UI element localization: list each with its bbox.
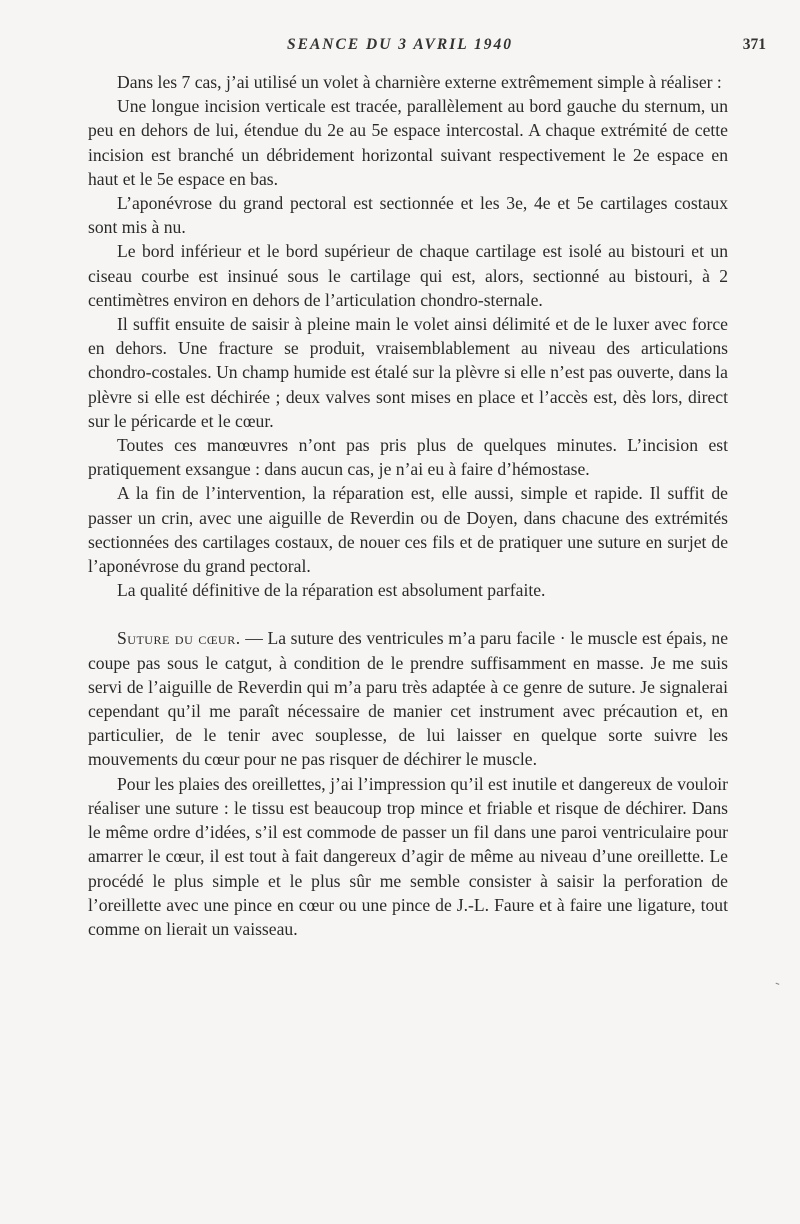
- section-paragraph-text: La suture des ventricules m’a paru facile · le muscle est épais, ne coupe pas sous le catgut, à condition de le prendre suffisamment en masse. Je me suis servi de l’aiguille de Reverdin qui m’a paru très adaptée à ce genre de suture. Je signalerai cependant qu’il me paraît nécessaire de manier cet instrument avec précaution et, en particulier, de le tenir avec souplesse, de lui laisser en quelque sorte suivre les mouvements du cœur pour ne pas risquer de déchirer le muscle.: [88, 628, 728, 770]
- page-number: 371: [742, 36, 766, 53]
- paragraph: Dans les 7 cas, j’ai utilisé un volet à charnière externe extrêmement simple à réaliser :: [117, 72, 722, 92]
- paragraph: Il suffit ensuite de saisir à pleine main le volet ainsi délimité et de le luxer avec force en dehors. Une fracture se produit, vraisemblablement au niveau des articulations chondro-costales. Un champ humide est étalé sur la plèvre si elle n’est pas ouverte, dans la plèvre si elle est déchirée ; deux valves sont mises en place et l’accès est, dès lors, direct sur le péricarde et le cœur.: [88, 314, 728, 431]
- paragraph: Le bord inférieur et le bord supérieur de chaque cartilage est isolé au bistouri et un ciseau courbe est insinué sous le cartilage qui est, alors, sectionné au bistouri, à 2 centimètres environ en dehors de l’articulation chondro-sternale.: [88, 241, 728, 310]
- paragraph: A la fin de l’intervention, la réparation est, elle aussi, simple et rapide. Il suffit de passer un crin, avec une aiguille de Reverdin ou de Doyen, dans chacune des extrémités sectionnées des cartilages costaux, de nouer ces fils et de pratiquer une suture en surjet de l’aponévrose du grand pectoral.: [88, 483, 728, 577]
- section-heading: Suture du cœur.: [117, 628, 241, 649]
- running-head-title: SEANCE DU 3 AVRIL 1940: [286, 36, 514, 53]
- body-text: [88, 70, 728, 941]
- margin-mark: -: [772, 975, 783, 992]
- running-head: [0, 36, 800, 56]
- paragraph: La qualité définitive de la réparation est absolument parfaite.: [117, 580, 546, 601]
- paragraph: Une longue incision verticale est tracée, parallèlement au bord gauche du sternum, un peu en dehors de lui, étendue du 2e au 5e espace intercostal. A chaque extrémité de cette incision est branché un débridement horizontal suivant respectivement le 2e espace en haut et le 5e espace en bas.: [88, 96, 728, 189]
- paragraph: Pour les plaies des oreillettes, j’ai l’impression qu’il est inutile et dangereux de vouloir réaliser une suture : le tissu est beaucoup trop mince et friable et risque de déchirer. Dans le même ordre d’idées, s’il est commode de passer un fil dans une paroi ventriculaire pour amarrer le cœur, il est tout à fait dangereux d’agir de même au niveau d’une oreillette. Le procédé le plus simple et le plus sûr me semble consister à saisir la perforation de l’oreillette avec une pince en cœur ou une pince de J.-L. Faure et à faire une ligature, tout comme on lierait un vaisseau.: [88, 773, 728, 939]
- paragraph: L’aponévrose du grand pectoral est sectionnée et les 3e, 4e et 5e cartilages costaux sont mis à nu.: [88, 193, 728, 238]
- section-dash: —: [240, 628, 268, 649]
- paragraph: Toutes ces manœuvres n’ont pas pris plus de quelques minutes. L’incision est pratiquement exsangue : dans aucun cas, je n’ai eu à faire d’hémostase.: [88, 435, 728, 480]
- section-paragraph: [88, 626, 728, 771]
